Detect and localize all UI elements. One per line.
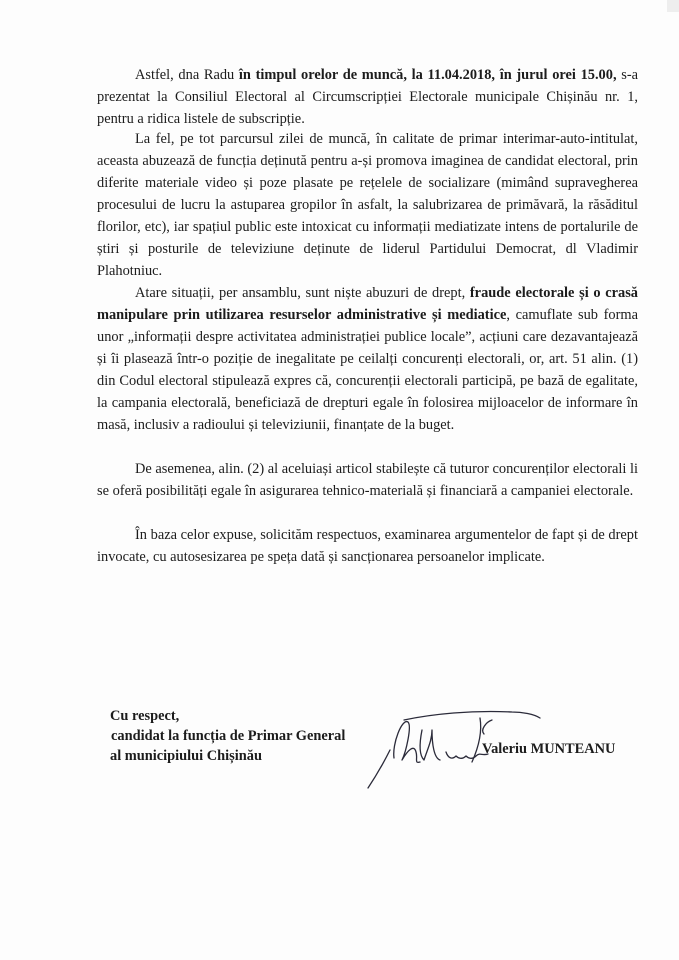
paragraph-request [97, 524, 638, 568]
paragraph-abuse-of-function [97, 128, 638, 282]
p5-text: În baza celor expuse, solicităm respectuos, examinarea argumentelor de fapt și de drept invocate, cu autosesizarea pe speța dată și sancționarea persoanelor implicate. [97, 527, 638, 565]
closing-candidate-title: candidat la funcția de Primar General [111, 728, 346, 744]
p1-text-end: s-a prezentat la Consiliul Electoral al Circumscripției Electorale municipale Chișinău nr. 1, pentru a ridica listele de subscripție. [97, 67, 639, 127]
signer-name: Valeriu MUNTEANU [482, 741, 616, 757]
p2-text: La fel, pe tot parcursul zilei de muncă, în calitate de primar interimar-auto-intitulat, aceasta abuzează de funcția deținută pentru a-și promova imaginea de candidat electoral, prin diferite materiale video și poze plasate pe rețelele de socializare (mimând supravegherea procesului de lucru la astuparea gropilor în asfalt, la salubrizarea de primăvară, la răsăditul florilor, etc), iar spațiul public este intoxicat cu informații mediatizate intens de portalurile de știri și posturile de televiziune deținute de liderul Partidului Democrat, dl Vladimir Plahotniuc. [97, 131, 638, 279]
closing-municipality: al municipiului Chișinău [110, 748, 262, 764]
closing-block [110, 706, 345, 766]
closing-salutation: Cu respect, [110, 708, 180, 724]
p1-bold-time: în timpul orelor de muncă, la 11.04.2018, în jurul orei 15.00, [238, 67, 617, 83]
paragraph-article-alin-2 [97, 458, 638, 502]
p1-text-start: Astfel, dna Radu [135, 67, 239, 83]
p3-text-end: , camuflate sub forma unor „informații despre activitatea administrației publice locale”, acțiuni care dezavantajează și îi plasează într-o poziție de inegalitate pe ceilalți concurenți electorali, or, art. 51 alin. (1) din Codul electoral stipulează expres că, concurenții electorali participă, pe bază de egalitate, la campania electorală, beneficiază de drepturi egale în folosirea mijloacelor de informare în masă, inclusiv a radioului și televiziunii, finanțate de la buget. [97, 307, 639, 433]
paragraph-dna-radu [97, 64, 638, 130]
page-corner-mark [667, 0, 679, 12]
paragraph-electoral-fraud [97, 282, 638, 436]
p3-text-start: Atare situații, per ansamblu, sunt niște abuzuri de drept, [135, 285, 470, 301]
p3-bold-fraud: fraude electorale și o crasă manipulare prin utilizarea resurselor administrative și mediatice [97, 285, 638, 323]
p4-text: De asemenea, alin. (2) al aceluiași articol stabilește că tuturor concurenților electorali li se oferă posibilități egale în asigurarea tehnico-materială și financiară a campaniei electorale. [97, 461, 638, 499]
